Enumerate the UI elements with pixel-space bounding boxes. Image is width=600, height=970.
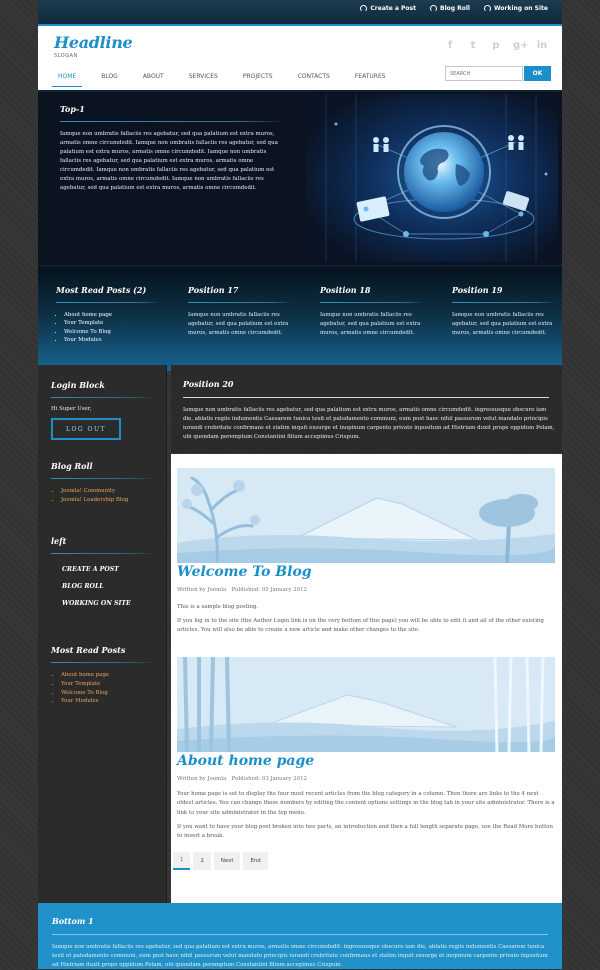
list-item[interactable]: • Your Modules — [61, 697, 153, 706]
top1-module — [60, 104, 286, 193]
list-item[interactable]: • Joomla! Leadership Blog — [61, 496, 153, 505]
list-item[interactable]: • Welcome To Blog — [61, 689, 153, 698]
login-block — [51, 380, 153, 440]
toplink-label: Blog Roll — [440, 5, 470, 12]
most-read-posts-sidebar — [51, 645, 153, 706]
blog-roll-list — [51, 487, 153, 505]
headset-icon — [360, 5, 367, 12]
article-date: Published: 03 January 2012 — [231, 776, 307, 782]
module-title: Most Read Posts (2) — [56, 285, 147, 295]
module-title: left — [51, 536, 67, 546]
next-page-button[interactable]: Next — [214, 852, 241, 870]
blog-content — [171, 454, 562, 903]
search-button[interactable]: OK — [524, 66, 551, 81]
social-links — [444, 40, 548, 51]
nav-blog[interactable]: BLOG — [101, 73, 118, 80]
logout-button[interactable]: LOG OUT — [51, 418, 121, 440]
module-text: Iamque non umbratis fallaciis res agebatur, sed qua palatium est extra muros, armatis omne circumdedit. — [452, 312, 553, 336]
toplink-label: Create a Post — [370, 5, 416, 12]
nav-services[interactable]: SERVICES — [188, 73, 218, 80]
page-2-button[interactable]: 2 — [193, 852, 210, 870]
module-title: Login Block — [51, 380, 105, 390]
list-item[interactable]: • Your Template — [64, 319, 161, 327]
position18-module — [320, 285, 425, 338]
most-read-list — [56, 311, 161, 344]
title-divider — [60, 121, 286, 122]
list-item[interactable]: • Your Modules — [64, 336, 161, 344]
title-divider — [183, 397, 549, 398]
headset-icon — [484, 5, 491, 12]
toplink-working-on-site[interactable] — [484, 5, 548, 12]
header — [38, 26, 562, 90]
site-slogan: SLOGAN — [54, 53, 78, 59]
menu-link-working-on-site[interactable]: WORKING ON SITE — [62, 600, 131, 607]
title-divider — [51, 553, 153, 554]
list-item[interactable]: • About home page — [61, 671, 153, 680]
list-item[interactable]: • Your Template — [61, 680, 153, 689]
title-divider — [51, 662, 153, 663]
nav-projects[interactable]: PROJECTS — [242, 73, 273, 80]
left-menu-module — [51, 536, 153, 617]
nav-features[interactable]: FEATURES — [354, 73, 386, 80]
module-title: Top-1 — [60, 104, 85, 114]
article-meta — [177, 776, 307, 782]
winter-landscape-image — [177, 468, 555, 563]
showcase — [38, 90, 562, 265]
article-title[interactable]: Welcome To Blog — [177, 564, 312, 580]
menu-link-create-post[interactable]: CREATE A POST — [62, 566, 119, 573]
article-paragraph: This is a sample blog posting. — [177, 604, 259, 610]
most-read-list — [51, 671, 153, 706]
module-title: Position 18 — [320, 285, 371, 295]
toplink-create-post[interactable] — [360, 5, 416, 12]
nav-about[interactable]: ABOUT — [142, 73, 164, 80]
feature-row — [38, 265, 562, 371]
title-divider — [51, 478, 153, 479]
title-divider — [51, 397, 153, 398]
bamboo-landscape-image — [177, 657, 555, 752]
module-title: Position 19 — [452, 285, 503, 295]
top-bar — [38, 0, 562, 26]
list-item[interactable]: • Welcome To Blog — [64, 328, 161, 336]
facebook-icon[interactable]: f — [447, 40, 453, 51]
title-divider — [452, 302, 557, 303]
article-title[interactable]: About home page — [177, 753, 315, 769]
module-text: Iamque non umbratis fallaciis res agebatur, sed qua palatium est extra muros, armatis omne circumdedit. — [188, 312, 289, 336]
main-nav — [52, 66, 405, 87]
article-author: Written by Joomla — [177, 776, 227, 782]
page — [38, 0, 562, 969]
position20-module — [171, 365, 562, 453]
login-greeting: Hi Super User, — [51, 406, 92, 412]
end-page-button[interactable]: End — [243, 852, 267, 870]
title-divider — [188, 302, 293, 303]
title-divider — [56, 302, 161, 303]
site-logo[interactable]: Headline — [54, 33, 133, 52]
left-sidebar — [38, 365, 167, 903]
linkedin-icon[interactable]: in — [536, 40, 548, 51]
title-divider — [52, 934, 548, 935]
position17-module — [188, 285, 293, 338]
module-text: Iamque non umbratis fallaciis res agebatur, sed qua palatium est extra muros, armatis omne circumdedit. ingressusque obscuro iam die, ablatis regiis indumentis Caesarem tunica texit et paludamento communi, eum post haec nihil passurum velut mandato principis iurandi crebritate confirmans et statim inquit exsurge et inopinum carpento privato inpositum ad Histriam duxit prope oppidum Polam, ubi quondam peremptum Constantini filium accepimus Crispum. — [183, 407, 555, 440]
article-meta — [177, 587, 307, 593]
list-item[interactable]: • Joomla! Community — [61, 487, 153, 496]
search-input[interactable] — [445, 66, 523, 81]
module-title: Most Read Posts — [51, 645, 126, 655]
module-title: Position 17 — [188, 285, 239, 295]
blog-roll-module — [51, 461, 153, 505]
article-paragraph: Your home page is set to display the four most recent articles from the blog category in a column. Then there are links to the 4 next oldest articles. You can change those numbers by editing the content options settings in the blog tab in your site administrator. There is a link to your site administrator in the top menu. — [177, 791, 555, 816]
most-read-posts-module — [56, 285, 161, 344]
article-paragraph: If you log in to the site (the Author Login link is on the very bottom of this page) you will be able to edit it and all of the other existing articles. You will also be able to create a new article and make other changes to the site. — [177, 618, 544, 634]
nav-contacts[interactable]: CONTACTS — [297, 73, 330, 80]
globe-network-illustration — [306, 94, 558, 262]
headset-icon — [430, 5, 437, 12]
menu-link-blog-roll[interactable]: BLOG ROLL — [62, 583, 104, 590]
article-paragraph: If you want to have your blog post broken into two parts, an introduction and then a full length separate page, use the Read More button to insert a break. — [177, 824, 554, 840]
toplink-label: Working on Site — [494, 5, 548, 12]
main-area — [38, 365, 562, 903]
position19-module — [452, 285, 557, 338]
module-title: Position 20 — [183, 379, 234, 389]
title-divider — [320, 302, 425, 303]
article-author: Written by Joomla — [177, 587, 227, 593]
list-item[interactable]: • About home page — [64, 311, 161, 319]
toplink-blog-roll[interactable] — [430, 5, 470, 12]
pagination — [173, 852, 268, 870]
module-text: Iamque non umbratis fallaciis res agebatur, sed qua palatium est extra muros, armatis omne circumdedit. — [320, 312, 421, 336]
module-title: Bottom 1 — [52, 916, 94, 926]
twitter-icon[interactable]: t — [470, 40, 476, 51]
page-1-button[interactable]: 1 — [173, 852, 190, 870]
bottom1-module — [38, 903, 562, 969]
module-title: Blog Roll — [51, 461, 93, 471]
module-text: Iamque non umbratis fallaciis res agebatur, sed qua palatium est extra muros, armatis omne circumdedit. Iamque non umbratis fallaciis res agebatur, sed qua palatium est extra muros, armatis omne circumdedit. Iamque non umbratis fallaciis res agebatur, sed qua palatium est extra muros, armatis omne circumdedit. Iamque non umbratis fallaciis res agebatur, sed qua palatium est extra muros, armatis omne circumdedit. Iamque non umbratis fallaciis res agebatur, sed qua palatium est extra muros, armatis omne circumdedit. — [60, 131, 278, 191]
google-plus-icon[interactable]: g+ — [513, 40, 529, 51]
module-text: Iamque non umbratis fallaciis res agebatur, sed qua palatium est extra muros, armatis omne circumdedit. ingressusque obscuro iam die, ablatis regiis indumentis Caesarem tunica texit et paludamento communi, eum post haec nihil passurum velut mandato principis iurandi crebritate confirmans et statim inquit exsurge et inopinum carpento privato inpositum ad Histriam duxit prope oppidum Polam, ubi quondam peremptum Constantini filium accepimus Crispum. — [52, 944, 548, 968]
nav-home[interactable]: HOME — [52, 66, 82, 87]
pinterest-icon[interactable]: p — [492, 40, 500, 51]
article-date: Published: 05 January 2012 — [231, 587, 307, 593]
top-links — [360, 5, 548, 12]
